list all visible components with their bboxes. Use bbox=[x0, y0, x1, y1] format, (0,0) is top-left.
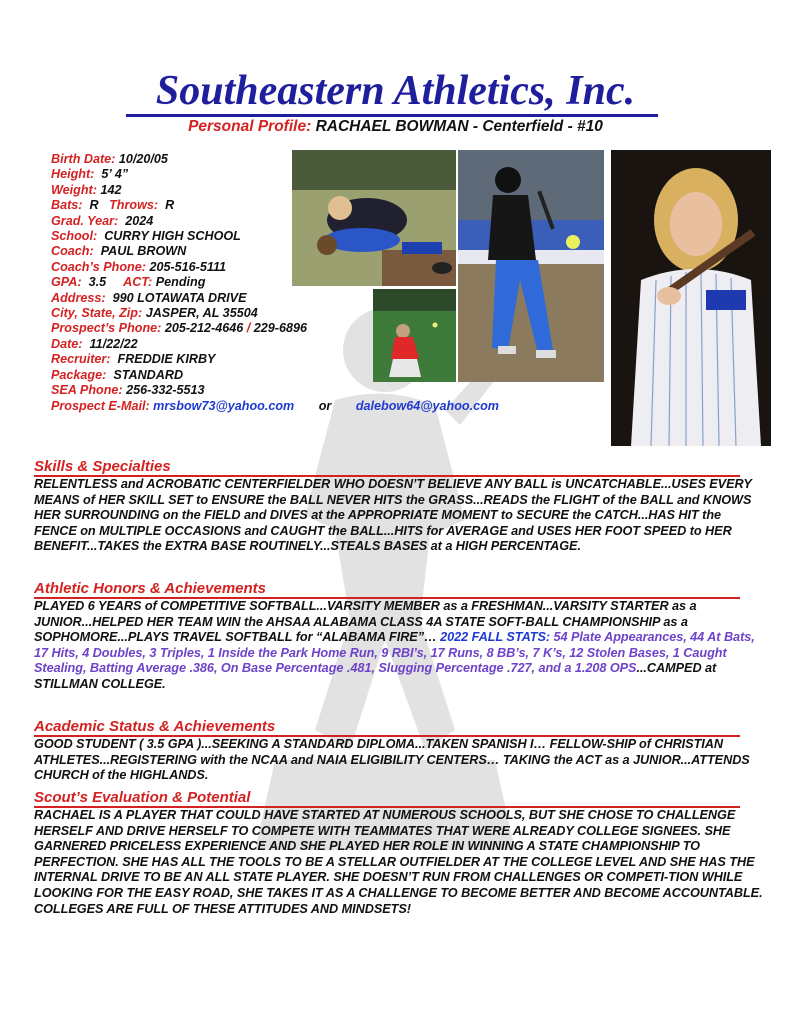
email-link-1[interactable]: mrsbow73@yahoo.com bbox=[153, 398, 295, 413]
info-recruiter bbox=[51, 352, 611, 367]
section-heading: Skills & Specialties bbox=[34, 458, 171, 475]
honors-tail: ...CAMPED at STILLMAN COLLEGE. bbox=[34, 661, 717, 691]
info-label: Weight: bbox=[51, 182, 97, 197]
honors-text: PLAYED 6 YEARS of COMPETITIVE SOFTBALL...VARSITY MEMBER as a FRESHMAN...VARSITY STARTER as a JUNIOR...HELPED HER TEAM WIN the AHSAA ALABAMA CLASS 4A STATE SOFT-BALL CHAMPIONSHIP as a SOPHOMORE...PLAYS TRAVEL SOFTBALL for “ALABAMA FIRE”… bbox=[34, 599, 697, 645]
info-label: Address: bbox=[51, 290, 106, 305]
info-value: 3.5 bbox=[88, 275, 107, 290]
info-value: PAUL BROWN bbox=[100, 244, 187, 259]
photo-portrait bbox=[611, 150, 771, 446]
email-link-2[interactable]: dalebow64@yahoo.com bbox=[355, 398, 499, 413]
info-value: FREDDIE KIRBY bbox=[117, 352, 216, 367]
company-title: Southeastern Athletics, Inc. bbox=[155, 68, 636, 114]
info-value: STANDARD bbox=[113, 367, 184, 382]
info-value: JASPER, AL 35504 bbox=[145, 306, 258, 321]
info-label: Coach: bbox=[51, 244, 94, 259]
info-value: 5’ 4” bbox=[101, 167, 129, 182]
info-label: Height: bbox=[51, 167, 95, 182]
info-label: Prospect E-Mail: bbox=[51, 398, 150, 413]
info-label: SEA Phone: bbox=[51, 383, 123, 398]
info-separator: / bbox=[246, 321, 251, 336]
info-gpa-act bbox=[51, 275, 611, 290]
info-bats-throws bbox=[51, 198, 611, 213]
info-value: 229-6896 bbox=[253, 321, 308, 336]
info-coach-phone bbox=[51, 260, 611, 275]
info-value: 142 bbox=[100, 182, 122, 197]
section-heading: Academic Status & Achievements bbox=[34, 718, 276, 735]
info-birth-date bbox=[51, 152, 611, 167]
info-value: R bbox=[165, 198, 175, 213]
info-school bbox=[51, 229, 611, 244]
info-sea-phone bbox=[51, 383, 611, 398]
info-value: R bbox=[89, 198, 99, 213]
info-label: Recruiter: bbox=[51, 352, 111, 367]
section-body: RELENTLESS and ACROBATIC CENTERFIELDER WHO DOESN’T BELIEVE ANY BALL is UNCATCHABLE...USES EVERY MEANS of HER SKILL SET to ENSURE the BALL NEVER HITS the GRASS...READS the FLIGHT of the BALL and KNOWS HER SURROUNDING on the FIELD and DIVES at the APPROPRIATE MOMENT to SECURE the CATCH...HAS HIT the FENCE on MULTIPLE OCCASIONS and CAUGHT the BALL...HITS for AVERAGE and USES HER FOOT SPEED to HER BENEFIT...TAKES the EXTRA BASE ROUTINELY...STEALS BASES at a HIGH PERCENTAGE. bbox=[34, 477, 752, 554]
section-scout bbox=[34, 790, 764, 917]
info-label: Grad. Year: bbox=[51, 213, 119, 228]
title-underline bbox=[126, 114, 658, 117]
info-city-state-zip bbox=[51, 306, 611, 321]
info-value: 2024 bbox=[125, 213, 154, 228]
info-label: School: bbox=[51, 229, 98, 244]
info-value: 205-516-5111 bbox=[149, 259, 227, 274]
stats-text: 54 Plate Appearances, 44 At Bats, 17 Hits, 4 Doubles, 3 Triples, 1 Inside the Park Home Run, 9 RBI’s, 17 Runs, 8 BB’s, 7 K’s, 12 Stolen Bases, 1 Caught Stealing, Batting Average .386, On Base Percentage .481, Slugging Percentage .727, and a 1.208 OPS bbox=[34, 630, 755, 676]
email-or: or bbox=[318, 398, 332, 413]
info-label: Coach’s Phone: bbox=[51, 259, 146, 274]
personal-info bbox=[51, 152, 611, 414]
info-address bbox=[51, 291, 611, 306]
info-value: 11/22/22 bbox=[89, 336, 138, 351]
info-value: 990 LOTAWATA DRIVE bbox=[112, 290, 247, 305]
info-label: Package: bbox=[51, 367, 107, 382]
section-skills bbox=[34, 459, 764, 555]
info-label: ACT: bbox=[123, 275, 153, 290]
info-value: CURRY HIGH SCHOOL bbox=[104, 229, 241, 244]
info-value: 205-212-4646 bbox=[164, 321, 244, 336]
section-academic bbox=[34, 719, 764, 784]
info-label: Throws: bbox=[109, 198, 159, 213]
profile-label: Personal Profile: bbox=[188, 118, 312, 135]
section-honors bbox=[34, 581, 764, 693]
section-body: RACHAEL IS A PLAYER THAT COULD HAVE STARTED AT NUMEROUS SCHOOLS, BUT SHE CHOSE TO CHALLENGE HERSELF AND DRIVE HERSELF TO COMPETE WITH TEAMMATES THAT WERE ALREADY COLLEGE SIGNEES. SHE GARNERED PRICELESS EXPERIENCE AND SHE PLAYED HER ROLE IN WINNING A STATE CHAMPIONSHIP TO PERFECTION. SHE HAS ALL THE TOOLS TO BE A STELLAR OUTFIELDER AT THE COLLEGE LEVEL AND SHE HAS THE INTERNAL DRIVE TO BE AN ALL STATE PLAYER. SHE DOESN’T RUN FROM CHALLENGES OR COMPETI-TION WHILE LOOKING FOR THE EASY ROAD, SHE TAKES IT AS A CHALLENGE TO BECOME BETTER AND BECOME ACCOUNTABLE. COLLEGES ARE FULL OF THESE ATTITUDES AND MINDSETS! bbox=[34, 808, 763, 916]
section-body: GOOD STUDENT ( 3.5 GPA )...SEEKING A STANDARD DIPLOMA...TAKEN SPANISH I… FELLOW-SHIP of CHRISTIAN ATHLETES...REGISTERING with the NCAA and NAIA ELIGIBILITY CENTERS… TAKING the ACT as a JUNIOR...ATTENDS CHURCH of the HIGHLANDS. bbox=[34, 737, 750, 783]
info-label: GPA: bbox=[51, 275, 82, 290]
section-body bbox=[34, 599, 764, 693]
info-date bbox=[51, 337, 611, 352]
info-label: Prospect’s Phone: bbox=[51, 321, 162, 336]
section-heading: Scout’s Evaluation & Potential bbox=[34, 789, 251, 806]
info-value: 256-332-5513 bbox=[126, 383, 205, 398]
profile-value: RACHAEL BOWMAN - Centerfield - #10 bbox=[315, 118, 603, 135]
info-label: City, State, Zip: bbox=[51, 306, 143, 321]
profile-subtitle bbox=[0, 118, 791, 136]
info-value: 10/20/05 bbox=[118, 152, 168, 166]
info-prospect-phone bbox=[51, 321, 611, 336]
info-height bbox=[51, 167, 611, 182]
info-value: Pending bbox=[155, 275, 206, 290]
info-grad-year bbox=[51, 214, 611, 229]
info-label: Date: bbox=[51, 336, 83, 351]
section-heading: Athletic Honors & Achievements bbox=[34, 580, 266, 597]
info-email bbox=[51, 399, 611, 414]
stats-label: 2022 FALL STATS: bbox=[440, 630, 551, 645]
info-coach bbox=[51, 244, 611, 259]
info-label: Bats: bbox=[51, 198, 83, 213]
info-package bbox=[51, 368, 611, 383]
info-weight bbox=[51, 183, 611, 198]
info-label: Birth Date: bbox=[51, 152, 116, 166]
